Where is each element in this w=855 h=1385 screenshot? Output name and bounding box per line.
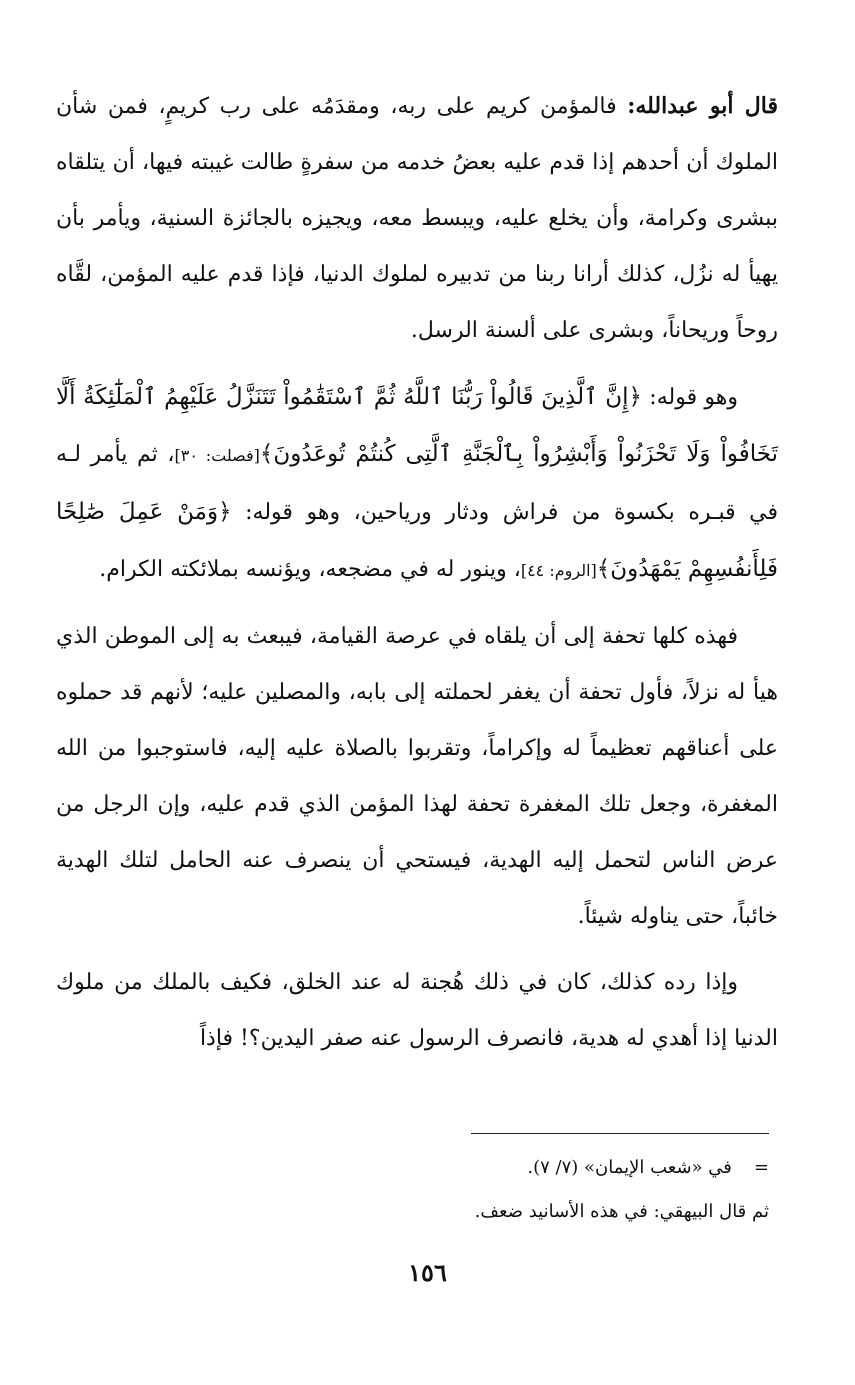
page-number: ١٥٦ <box>408 1258 447 1287</box>
footnotes <box>89 1146 769 1234</box>
speaker-label: قال أبو عبدالله: <box>627 93 778 119</box>
paragraph-1-text: فالمؤمن كريم على ربه، ومقدَمُه على رب كريمٍ، فمن شأن الملوك أن أحدهم إذا قدم عليه بعضُ خدمه من سفرةٍ طالت غيبته فيها، أن يتلقاه ببشرى وكرامة، وأن يخلع عليه، ويبسط معه، ويجيزه بالجائزة السنية، ويأمر بأن يهيأ له نزُل، كذلك أرانا ربنا من تدبيره لملوك الدنيا، فإذا قدم عليه المؤمن، لقَّاه روحاً وريحاناً، وبشرى على ألسنة الرسل. <box>56 94 778 343</box>
footnote-continuation-marker: = <box>753 1157 769 1178</box>
quran-reference-rum: [الروم: ٤٤] <box>520 561 597 580</box>
footnote-line-1 <box>89 1146 769 1190</box>
paragraph-2 <box>56 369 778 599</box>
paragraph-2-ending: ، وينور له في مضجعه، ويؤنسه بملائكته الكرام. <box>99 557 521 582</box>
footnote-line-1-text: في «شعب الإيمان» (٧/ ٧). <box>527 1157 732 1178</box>
paragraph-2-intro: وهو قوله: <box>642 385 738 410</box>
paragraph-4: وإذا رده كذلك، كان في ذلك هُجنة له عند الخلق، فكيف بالملك من ملوك الدنيا إذا أهدي له هدية، فانصرف الرسول عنه صفر اليدين؟! فإذاً <box>56 970 778 1051</box>
paragraph-3: فهذه كلها تحفة إلى أن يلقاه في عرصة القيامة، فيبعث به إلى الموطن الذي هيأ له نزلاً، فأول تحفة أن يغفر لحملته إلى بابه، والمصلين عليه؛ لأنهم قد حملوه على أعناقهم تعظيماً له وإكراماً، وتقربوا بالصلاة عليه إليه، فاستوجبوا من الله المغفرة، وجعل تلك المغفرة تحفة لهذا المؤمن الذي قدم عليه، وإن الرجل من عرض الناس لتحمل إليه الهدية، فيستحي أن ينصرف عنه الحامل لتلك الهدية خائباً، حتى يناوله شيئاً. <box>56 624 778 929</box>
paragraph-1 <box>56 78 778 359</box>
page-body <box>56 78 778 1067</box>
footnote-line-2: ثم قال البيهقي: في هذه الأسانيد ضعف. <box>474 1201 769 1222</box>
footnote-divider <box>471 1133 769 1134</box>
paragraph-2-middle: ، ثم يأمر لـه في قبـره بكسوة من فراش ودثار ورياحين، وهو قوله: <box>56 442 778 525</box>
quran-reference-fussilat: [فصلت: ٣٠] <box>174 446 260 465</box>
quran-verse-fussilat: ﴿إِنَّ ٱلَّذِينَ قَالُواْ رَبُّنَا ٱللَّهُ ثُمَّ ٱسْتَقَٰمُواْ تَتَنَزَّلُ عَلَيْهِمُ ٱلْمَلَٰٓئِكَةُ أَلَّا تَخَافُواْ وَلَا تَحْزَنُواْ وَأَبْشِرُواْ بِٱلْجَنَّةِ ٱلَّتِى كُنتُمْ تُوعَدُونَ﴾ <box>56 384 778 467</box>
quran-verse-rum: ﴿وَمَنْ عَمِلَ صَٰلِحًا فَلِأَنفُسِهِمْ يَمْهَدُونَ﴾ <box>56 499 778 582</box>
